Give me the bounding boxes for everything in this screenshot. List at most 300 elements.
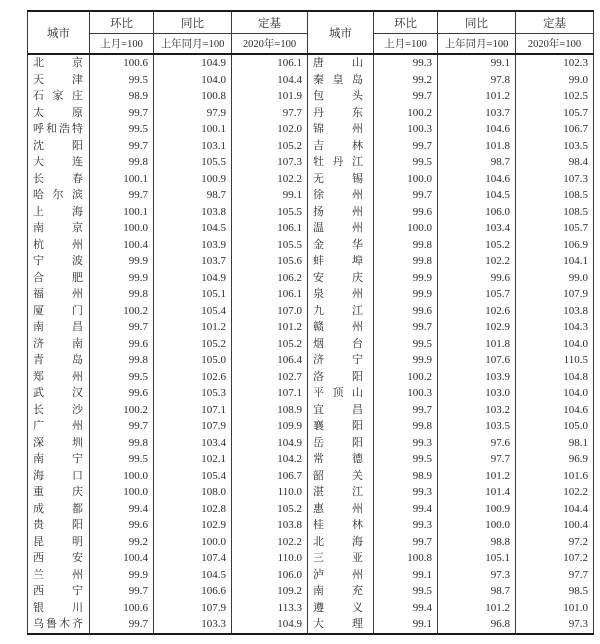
table-row: [28, 286, 594, 303]
city-name: 大 理: [313, 618, 363, 630]
yoy-value-cell: 101.2: [438, 600, 516, 617]
fixed-base-value-cell: 106.7: [516, 121, 594, 138]
city-name: 上 海: [33, 205, 83, 218]
city-cell: [28, 319, 90, 336]
city-cell: [308, 154, 374, 171]
fixed-base-value-cell: 101.2: [232, 319, 308, 336]
city-name: 桂 林: [313, 519, 363, 531]
fixed-base-value-cell: 99.0: [516, 270, 594, 287]
fixed-base-value-cell: 97.2: [516, 534, 594, 551]
fixed-base-value-cell: 97.7: [516, 567, 594, 584]
mom-value-cell: 99.3: [374, 484, 438, 501]
table-row: [28, 253, 594, 270]
city-cell: [308, 187, 374, 204]
mom-value-cell: 99.2: [374, 72, 438, 89]
mom-column-header-left: 环比: [90, 11, 154, 34]
fixed-base-column-header-right: 定基: [516, 11, 594, 34]
city-cell: [308, 451, 374, 468]
mom-value-cell: 99.1: [374, 616, 438, 634]
mom-value-cell: 99.7: [374, 402, 438, 419]
mom-value-cell: 99.2: [90, 534, 154, 551]
city-name: 九 江: [313, 304, 363, 317]
city-name: 安 庆: [313, 271, 363, 284]
table-row: [28, 385, 594, 402]
yoy-value-cell: 105.4: [154, 468, 232, 485]
city-name: 蚌 埠: [313, 255, 363, 267]
city-name: 呼 和 浩 特: [33, 123, 83, 135]
mom-value-cell: 99.7: [374, 138, 438, 155]
yoy-value-cell: 101.2: [438, 88, 516, 105]
yoy-value-cell: 98.7: [438, 154, 516, 171]
yoy-value-cell: 103.7: [438, 105, 516, 122]
city-cell: [308, 253, 374, 270]
city-name: 温 州: [313, 222, 363, 234]
yoy-value-cell: 101.4: [438, 484, 516, 501]
table-row: [28, 237, 594, 254]
fixed-base-value-cell: 105.7: [516, 220, 594, 237]
mom-value-cell: 100.2: [374, 369, 438, 386]
table-row: [28, 583, 594, 600]
fixed-base-value-cell: 99.1: [232, 187, 308, 204]
yoy-value-cell: 100.0: [438, 517, 516, 534]
mom-value-cell: 100.2: [90, 303, 154, 320]
fixed-base-value-cell: 106.7: [232, 468, 308, 485]
mom-value-cell: 100.4: [90, 550, 154, 567]
city-name: 洛 阳: [313, 370, 363, 383]
city-cell: [308, 105, 374, 122]
city-name: 泉 州: [313, 288, 363, 300]
city-name: 南 昌: [33, 321, 83, 333]
city-name: 赣 州: [313, 321, 363, 333]
fixed-base-value-cell: 106.0: [232, 567, 308, 584]
city-cell: [308, 54, 374, 72]
yoy-value-cell: 104.9: [154, 270, 232, 287]
yoy-value-cell: 108.0: [154, 484, 232, 501]
yoy-value-cell: 101.8: [438, 138, 516, 155]
city-name: 唐 山: [313, 57, 363, 69]
city-name: 南 京: [33, 222, 83, 234]
mom-value-cell: 99.8: [374, 237, 438, 254]
mom-value-cell: 100.4: [90, 237, 154, 254]
table-row: [28, 336, 594, 353]
table-row: [28, 550, 594, 567]
yoy-value-cell: 105.2: [438, 237, 516, 254]
table-row: [28, 270, 594, 287]
fixed-base-value-cell: 102.3: [516, 54, 594, 72]
city-cell: [308, 352, 374, 369]
table-row: [28, 567, 594, 584]
fixed-base-value-cell: 105.2: [232, 501, 308, 518]
table-row: [28, 121, 594, 138]
mom-value-cell: 100.0: [90, 468, 154, 485]
fixed-base-value-cell: 104.2: [232, 451, 308, 468]
city-name: 南 充: [313, 585, 363, 597]
city-cell: [28, 121, 90, 138]
city-name: 成 都: [33, 502, 83, 515]
table-row: [28, 402, 594, 419]
yoy-value-cell: 100.0: [154, 534, 232, 551]
city-cell: [308, 336, 374, 353]
city-name: 三 亚: [313, 552, 363, 564]
city-cell: [28, 253, 90, 270]
fixed-base-value-cell: 105.2: [232, 336, 308, 353]
city-cell: [308, 286, 374, 303]
city-name: 西 安: [33, 552, 83, 564]
fixed-base-value-cell: 104.0: [516, 385, 594, 402]
mom-value-cell: 99.6: [374, 204, 438, 221]
yoy-value-cell: 107.9: [154, 418, 232, 435]
fixed-base-value-cell: 106.1: [232, 286, 308, 303]
city-name: 郑 州: [33, 370, 83, 383]
yoy-value-cell: 103.4: [438, 220, 516, 237]
table-row: [28, 154, 594, 171]
mom-value-cell: 99.7: [90, 187, 154, 204]
city-name: 太 原: [33, 106, 83, 119]
yoy-value-cell: 97.3: [438, 567, 516, 584]
mom-value-cell: 99.5: [374, 451, 438, 468]
yoy-subheader-left: 上年同月=100: [154, 34, 232, 55]
city-name: 昆 明: [33, 535, 83, 548]
city-name: 秦 皇 岛: [313, 73, 363, 86]
fixed-base-subheader-left: 2020年=100: [232, 34, 308, 55]
city-cell: [308, 484, 374, 501]
mom-subheader-left: 上月=100: [90, 34, 154, 55]
fixed-base-column-header-left: 定基: [232, 11, 308, 34]
table-row: [28, 171, 594, 188]
city-name: 乌 鲁 木 齐: [33, 618, 83, 630]
table-row: [28, 451, 594, 468]
fixed-base-value-cell: 101.0: [516, 600, 594, 617]
city-cell: [308, 550, 374, 567]
mom-value-cell: 99.6: [374, 303, 438, 320]
yoy-value-cell: 106.6: [154, 583, 232, 600]
mom-value-cell: 99.6: [90, 517, 154, 534]
yoy-value-cell: 98.8: [438, 534, 516, 551]
yoy-value-cell: 105.2: [154, 336, 232, 353]
table-row: [28, 303, 594, 320]
mom-value-cell: 100.0: [374, 171, 438, 188]
fixed-base-value-cell: 108.5: [516, 204, 594, 221]
yoy-value-cell: 102.1: [154, 451, 232, 468]
mom-value-cell: 99.3: [374, 435, 438, 452]
mom-value-cell: 99.9: [90, 567, 154, 584]
mom-value-cell: 100.6: [90, 54, 154, 72]
yoy-value-cell: 96.8: [438, 616, 516, 634]
yoy-value-cell: 104.9: [154, 54, 232, 72]
yoy-value-cell: 105.5: [154, 154, 232, 171]
city-cell: [28, 369, 90, 386]
mom-value-cell: 99.9: [374, 270, 438, 287]
city-cell: [28, 105, 90, 122]
yoy-value-cell: 101.8: [438, 336, 516, 353]
city-name: 锦 州: [313, 123, 363, 135]
city-name: 福 州: [33, 288, 83, 300]
city-name: 海 口: [33, 469, 83, 482]
city-name: 金 华: [313, 238, 363, 251]
yoy-value-cell: 100.1: [154, 121, 232, 138]
city-cell: [28, 550, 90, 567]
mom-column-header-right: 环比: [374, 11, 438, 34]
yoy-value-cell: 104.5: [154, 220, 232, 237]
mom-value-cell: 99.7: [90, 418, 154, 435]
city-cell: [308, 600, 374, 617]
city-cell: [308, 88, 374, 105]
city-cell: [28, 567, 90, 584]
city-cell: [28, 270, 90, 287]
city-cell: [308, 616, 374, 634]
fixed-base-value-cell: 107.2: [516, 550, 594, 567]
fixed-base-value-cell: 98.1: [516, 435, 594, 452]
city-name: 深 圳: [33, 436, 83, 449]
city-cell: [308, 435, 374, 452]
city-cell: [308, 121, 374, 138]
fixed-base-value-cell: 101.6: [516, 468, 594, 485]
city-cell: [28, 418, 90, 435]
fixed-base-value-cell: 110.0: [232, 484, 308, 501]
yoy-value-cell: 100.9: [154, 171, 232, 188]
mom-value-cell: 99.8: [90, 286, 154, 303]
fixed-base-value-cell: 103.8: [516, 303, 594, 320]
fixed-base-value-cell: 105.7: [516, 105, 594, 122]
mom-value-cell: 99.6: [90, 385, 154, 402]
city-name: 银 川: [33, 601, 83, 614]
fixed-base-value-cell: 107.3: [516, 171, 594, 188]
mom-value-cell: 99.4: [90, 501, 154, 518]
table-row: [28, 319, 594, 336]
fixed-base-value-cell: 98.4: [516, 154, 594, 171]
city-name: 厦 门: [33, 304, 83, 317]
table-row: [28, 369, 594, 386]
mom-value-cell: 99.5: [90, 121, 154, 138]
yoy-value-cell: 103.7: [154, 253, 232, 270]
mom-value-cell: 99.3: [374, 517, 438, 534]
city-name: 济 南: [33, 337, 83, 350]
fixed-base-value-cell: 101.9: [232, 88, 308, 105]
city-cell: [308, 534, 374, 551]
fixed-base-value-cell: 105.6: [232, 253, 308, 270]
mom-value-cell: 100.0: [374, 220, 438, 237]
city-cell: [308, 72, 374, 89]
yoy-value-cell: 102.6: [154, 369, 232, 386]
yoy-value-cell: 98.7: [438, 583, 516, 600]
mom-value-cell: 100.8: [374, 550, 438, 567]
city-cell: [308, 369, 374, 386]
fixed-base-value-cell: 102.2: [232, 534, 308, 551]
table-row: [28, 616, 594, 634]
city-name: 包 头: [313, 90, 363, 102]
city-cell: [28, 435, 90, 452]
fixed-base-value-cell: 98.5: [516, 583, 594, 600]
table-row: [28, 54, 594, 72]
city-name: 哈 尔 滨: [33, 189, 83, 201]
mom-value-cell: 98.9: [374, 468, 438, 485]
fixed-base-value-cell: 104.1: [516, 253, 594, 270]
table-row: [28, 484, 594, 501]
yoy-value-cell: 100.9: [438, 501, 516, 518]
city-cell: [308, 517, 374, 534]
table-row: [28, 204, 594, 221]
city-name: 沈 阳: [33, 139, 83, 152]
yoy-value-cell: 105.1: [154, 286, 232, 303]
fixed-base-value-cell: 108.9: [232, 402, 308, 419]
city-cell: [28, 501, 90, 518]
city-cell: [308, 237, 374, 254]
fixed-base-value-cell: 103.5: [516, 138, 594, 155]
yoy-value-cell: 104.5: [438, 187, 516, 204]
fixed-base-value-cell: 97.3: [516, 616, 594, 634]
city-name: 贵 阳: [33, 519, 83, 531]
fixed-base-value-cell: 102.7: [232, 369, 308, 386]
fixed-base-value-cell: 106.9: [516, 237, 594, 254]
city-cell: [28, 517, 90, 534]
yoy-value-cell: 104.6: [438, 171, 516, 188]
city-name: 天 津: [33, 73, 83, 86]
fixed-base-value-cell: 105.2: [232, 138, 308, 155]
city-name: 湛 江: [313, 486, 363, 498]
yoy-value-cell: 102.9: [438, 319, 516, 336]
fixed-base-value-cell: 104.8: [516, 369, 594, 386]
city-cell: [308, 220, 374, 237]
yoy-value-cell: 103.9: [438, 369, 516, 386]
yoy-value-cell: 103.9: [154, 237, 232, 254]
table-body: [28, 54, 594, 634]
mom-subheader-right: 上月=100: [374, 34, 438, 55]
city-name: 宜 昌: [313, 403, 363, 416]
mom-value-cell: 99.7: [90, 319, 154, 336]
fixed-base-value-cell: 107.1: [232, 385, 308, 402]
city-cell: [28, 402, 90, 419]
yoy-value-cell: 98.7: [154, 187, 232, 204]
city-cell: [28, 484, 90, 501]
fixed-base-value-cell: 102.2: [516, 484, 594, 501]
fixed-base-value-cell: 104.0: [516, 336, 594, 353]
fixed-base-value-cell: 113.3: [232, 600, 308, 617]
city-cell: [308, 402, 374, 419]
city-cell: [28, 451, 90, 468]
yoy-value-cell: 103.5: [438, 418, 516, 435]
yoy-value-cell: 104.0: [154, 72, 232, 89]
yoy-value-cell: 103.2: [438, 402, 516, 419]
yoy-value-cell: 107.6: [438, 352, 516, 369]
yoy-value-cell: 101.2: [438, 468, 516, 485]
mom-value-cell: 100.1: [90, 204, 154, 221]
mom-value-cell: 99.8: [90, 435, 154, 452]
mom-value-cell: 99.4: [374, 501, 438, 518]
mom-value-cell: 99.5: [374, 583, 438, 600]
fixed-base-value-cell: 97.7: [232, 105, 308, 122]
yoy-value-cell: 105.0: [154, 352, 232, 369]
city-name: 惠 州: [313, 502, 363, 515]
city-name: 重 庆: [33, 486, 83, 498]
mom-value-cell: 99.9: [374, 286, 438, 303]
city-column-header-left: 城市: [28, 11, 90, 54]
table-row: [28, 435, 594, 452]
city-name: 广 州: [33, 420, 83, 432]
city-cell: [308, 138, 374, 155]
fixed-base-value-cell: 104.9: [232, 435, 308, 452]
fixed-base-value-cell: 102.2: [232, 171, 308, 188]
city-cell: [28, 303, 90, 320]
mom-value-cell: 99.7: [90, 583, 154, 600]
city-name: 南 宁: [33, 453, 83, 465]
city-name: 泸 州: [313, 568, 363, 581]
city-name: 北 京: [33, 57, 83, 69]
fixed-base-value-cell: 109.2: [232, 583, 308, 600]
mom-value-cell: 99.5: [374, 336, 438, 353]
city-cell: [308, 468, 374, 485]
city-cell: [28, 616, 90, 634]
mom-value-cell: 99.3: [374, 54, 438, 72]
city-name: 徐 州: [313, 189, 363, 201]
mom-value-cell: 99.9: [374, 352, 438, 369]
table-row: [28, 105, 594, 122]
yoy-value-cell: 106.0: [438, 204, 516, 221]
fixed-base-value-cell: 107.3: [232, 154, 308, 171]
yoy-value-cell: 103.8: [154, 204, 232, 221]
mom-value-cell: 99.5: [90, 451, 154, 468]
fixed-base-value-cell: 96.9: [516, 451, 594, 468]
yoy-value-cell: 102.8: [154, 501, 232, 518]
city-cell: [308, 270, 374, 287]
yoy-column-header-right: 同比: [438, 11, 516, 34]
yoy-value-cell: 102.6: [438, 303, 516, 320]
city-name: 韶 关: [313, 469, 363, 482]
yoy-value-cell: 97.9: [154, 105, 232, 122]
fixed-base-value-cell: 100.4: [516, 517, 594, 534]
yoy-value-cell: 100.8: [154, 88, 232, 105]
yoy-column-header-left: 同比: [154, 11, 232, 34]
city-cell: [28, 583, 90, 600]
mom-value-cell: 99.4: [374, 600, 438, 617]
city-name: 丹 东: [313, 106, 363, 119]
city-name: 遵 义: [313, 601, 363, 614]
city-name: 济 宁: [313, 354, 363, 366]
mom-value-cell: 99.7: [90, 105, 154, 122]
city-cell: [308, 583, 374, 600]
city-name: 石 家 庄: [33, 90, 83, 102]
fixed-base-value-cell: 110.5: [516, 352, 594, 369]
fixed-base-value-cell: 102.0: [232, 121, 308, 138]
fixed-base-value-cell: 99.0: [516, 72, 594, 89]
table-row: [28, 138, 594, 155]
fixed-base-value-cell: 106.1: [232, 220, 308, 237]
yoy-value-cell: 103.4: [154, 435, 232, 452]
table-row: [28, 418, 594, 435]
fixed-base-value-cell: 105.0: [516, 418, 594, 435]
yoy-value-cell: 97.6: [438, 435, 516, 452]
fixed-base-value-cell: 106.1: [232, 54, 308, 72]
yoy-value-cell: 104.5: [154, 567, 232, 584]
mom-value-cell: 99.7: [374, 319, 438, 336]
city-cell: [28, 220, 90, 237]
city-name: 长 沙: [33, 403, 83, 416]
mom-value-cell: 99.7: [374, 88, 438, 105]
fixed-base-value-cell: 109.9: [232, 418, 308, 435]
mom-value-cell: 100.3: [374, 121, 438, 138]
yoy-value-cell: 107.1: [154, 402, 232, 419]
fixed-base-value-cell: 110.0: [232, 550, 308, 567]
table-row: [28, 72, 594, 89]
city-price-index-table: [27, 10, 594, 635]
table-row: [28, 352, 594, 369]
city-name: 青 岛: [33, 354, 83, 366]
yoy-subheader-right: 上年同月=100: [438, 34, 516, 55]
yoy-value-cell: 105.1: [438, 550, 516, 567]
city-cell: [308, 567, 374, 584]
city-column-header-right: 城市: [308, 11, 374, 54]
fixed-base-value-cell: 104.4: [516, 501, 594, 518]
mom-value-cell: 100.3: [374, 385, 438, 402]
